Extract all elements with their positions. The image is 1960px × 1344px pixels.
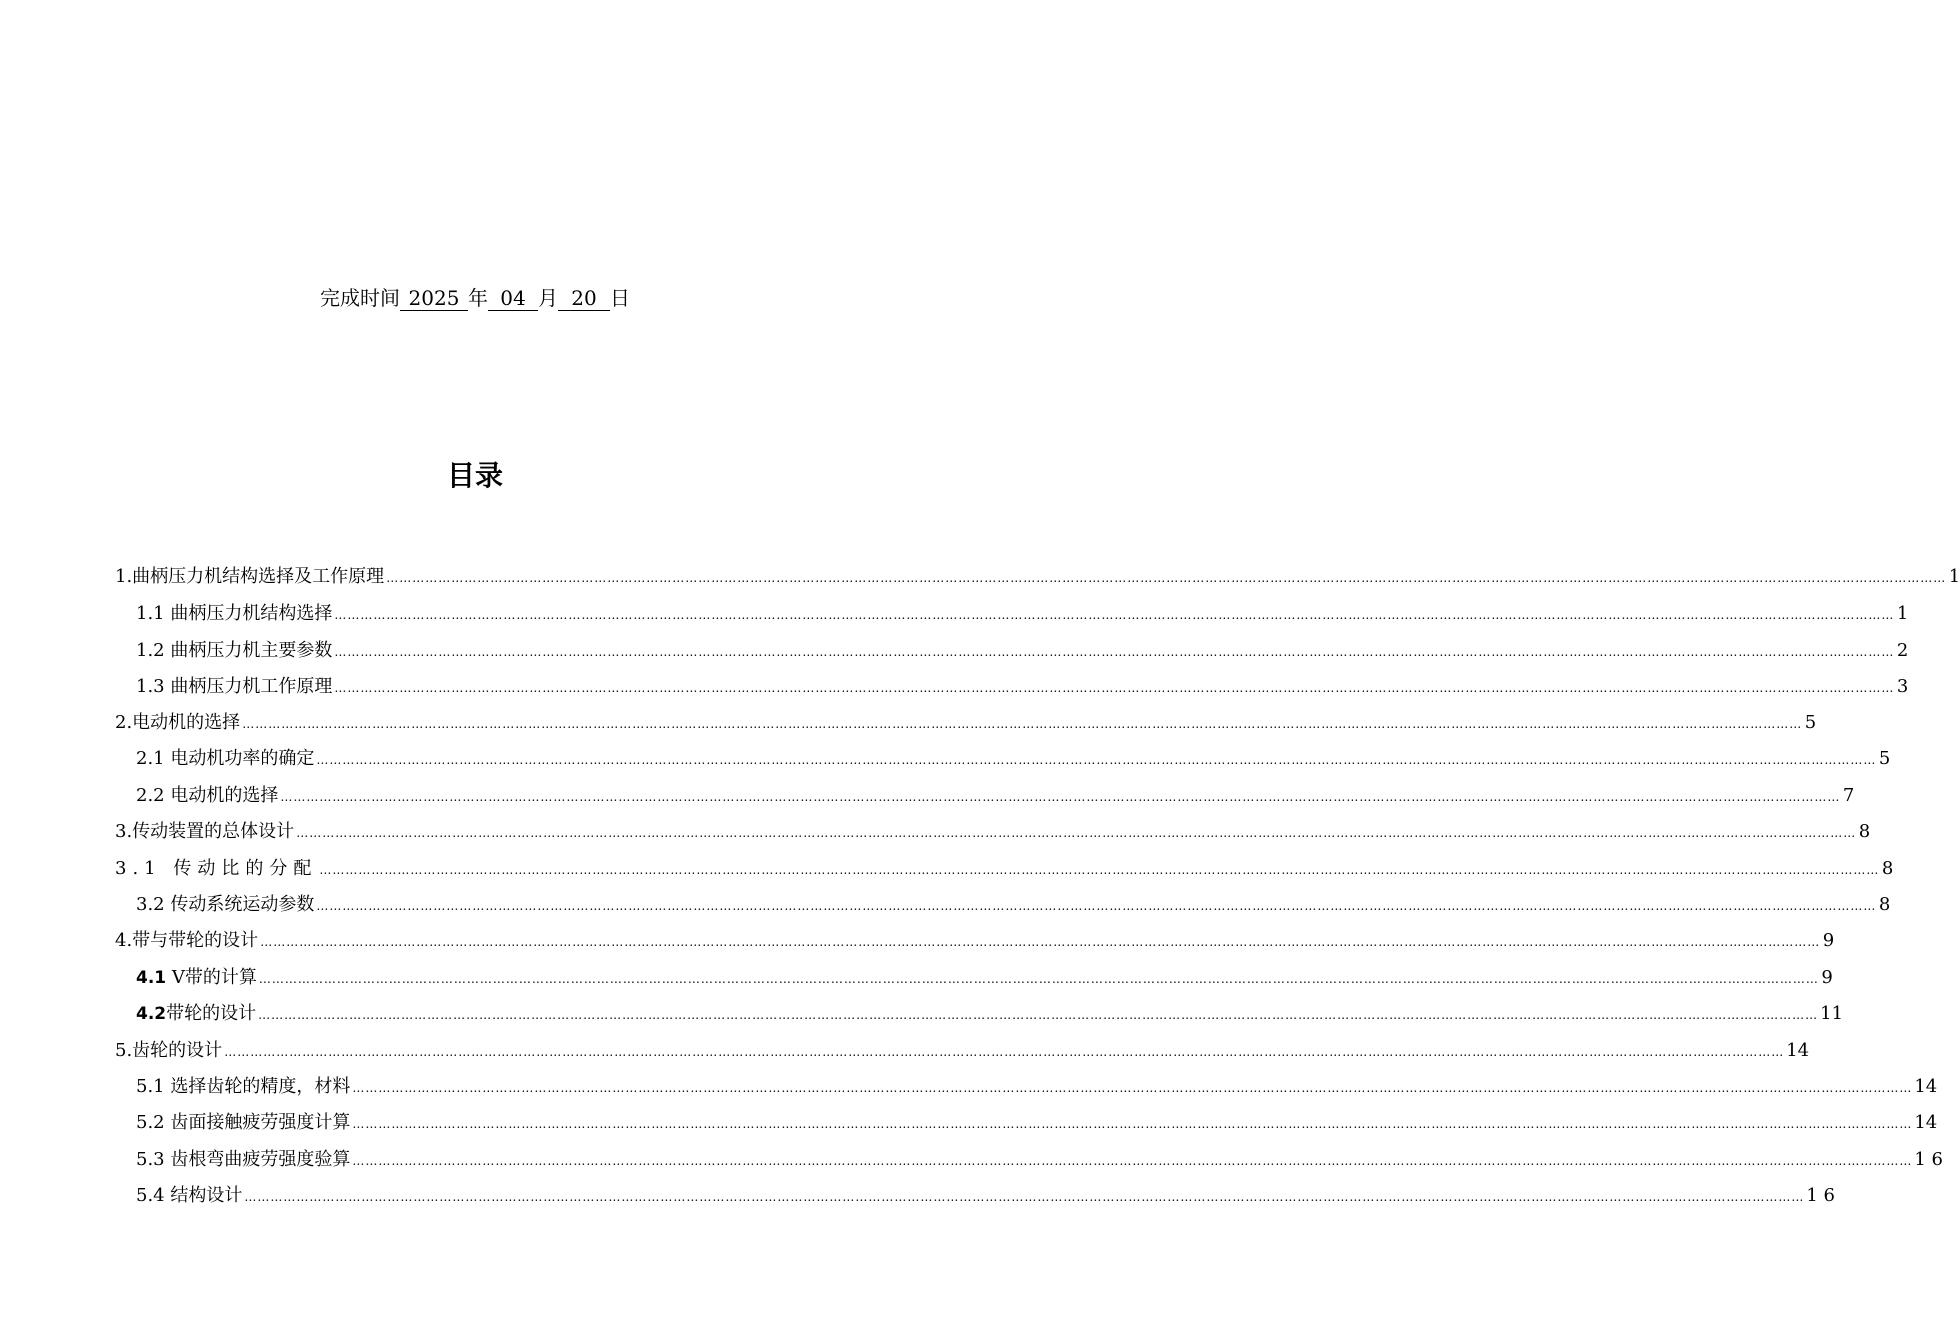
toc-entry-page: 2 <box>1896 640 1909 661</box>
toc-entry-page: 5 <box>1804 712 1817 733</box>
toc-dot-leader: ……………………………………………………………………………………………………………………………………………………………………………………………………………………………………………………………………………………………………………………………… <box>334 681 1895 695</box>
toc-entry-page: 11 <box>1820 1003 1844 1024</box>
toc-entry[interactable] <box>115 854 1894 884</box>
toc-entry[interactable] <box>115 1036 1810 1066</box>
toc-entry-label: 2.电动机的选择 <box>115 712 241 733</box>
toc-entry[interactable] <box>136 599 1909 629</box>
toc-entry-label: 2.1 电动机功率的确定 <box>136 748 315 769</box>
toc-dot-leader: ……………………………………………………………………………………………………………………………………………………………………………………………………………………………………………………………………………………………………………………………… <box>352 1154 1913 1168</box>
toc-dot-leader: ……………………………………………………………………………………………………………………………………………………………………………………………………………………………………………………………………………………………………………………………… <box>260 935 1821 949</box>
toc-entry[interactable] <box>136 781 1855 811</box>
toc-entry-label: 1.曲柄压力机结构选择及工作原理 <box>115 566 385 587</box>
completion-date-line <box>0 282 950 314</box>
toc-entry-label: 3.1 传动比的分配 <box>115 858 318 879</box>
toc-dot-leader: ……………………………………………………………………………………………………………………………………………………………………………………………………………………………………………………………………………………………………………………………… <box>258 1008 1819 1022</box>
toc-dot-leader: ……………………………………………………………………………………………………………………………………………………………………………………………………………………………………………………………………………………………………………………………… <box>352 1117 1913 1131</box>
toc-dot-leader: ……………………………………………………………………………………………………………………………………………………………………………………………………………………………………………………………………………………………………………………………… <box>316 899 1877 913</box>
toc-entry-page: 9 <box>1822 930 1835 951</box>
toc-dot-leader: ……………………………………………………………………………………………………………………………………………………………………………………………………………………………………………………………………………………………………………………………… <box>280 790 1841 804</box>
toc-entry[interactable] <box>136 1108 1938 1138</box>
toc-entry-page: 1 <box>1896 603 1909 624</box>
toc-dot-leader: ……………………………………………………………………………………………………………………………………………………………………………………………………………………………………………………………………………………………………………………………… <box>386 571 1947 585</box>
toc-entry-page: 8 <box>1858 821 1871 842</box>
toc-entry-page: 14 <box>1786 1040 1810 1061</box>
toc-dot-leader: ……………………………………………………………………………………………………………………………………………………………………………………………………………………………………………………………………………………………………………………………… <box>334 645 1895 659</box>
toc-entry-page: 1 6 <box>1914 1149 1943 1170</box>
toc-title: 目录 <box>446 459 503 492</box>
toc-entry-text: 带轮的设计 <box>166 1003 257 1024</box>
completion-year-unit: 年 <box>468 286 488 310</box>
toc-entry-number: 4.1 <box>136 968 167 988</box>
completion-month-unit: 月 <box>538 286 558 310</box>
toc-dot-leader: ……………………………………………………………………………………………………………………………………………………………………………………………………………………………………………………………………………………………………………………………… <box>352 1081 1913 1095</box>
toc-entry[interactable] <box>136 890 1891 920</box>
toc-entry-label: 1.1 曲柄压力机结构选择 <box>136 603 333 624</box>
toc-dot-leader: ……………………………………………………………………………………………………………………………………………………………………………………………………………………………………………………………………………………………………………………………… <box>224 1045 1785 1059</box>
toc-entry-page: 8 <box>1878 894 1891 915</box>
toc-entry-page: 14 <box>1914 1076 1938 1097</box>
completion-day-unit: 日 <box>610 286 630 310</box>
toc-entry[interactable] <box>136 744 1891 774</box>
toc-entry-label: 3.2 传动系统运动参数 <box>136 894 315 915</box>
completion-day: 20 <box>558 286 610 311</box>
toc-dot-leader: ……………………………………………………………………………………………………………………………………………………………………………………………………………………………………………………………………………………………………………………………… <box>258 972 1819 986</box>
toc-entry-page: 5 <box>1878 748 1891 769</box>
toc-entry[interactable] <box>136 1145 1943 1175</box>
toc-entry[interactable] <box>115 708 1817 738</box>
toc-entry-page: 9 <box>1821 967 1833 988</box>
toc-entry-label: 1.2 曲柄压力机主要参数 <box>136 640 333 661</box>
toc-dot-leader: ……………………………………………………………………………………………………………………………………………………………………………………………………………………………………………………………………………………………………………………………… <box>242 717 1803 731</box>
completion-year: 2025 <box>400 286 468 311</box>
toc-entry[interactable] <box>115 926 1835 956</box>
toc-entry-page: 14 <box>1914 1112 1938 1133</box>
toc-dot-leader: ……………………………………………………………………………………………………………………………………………………………………………………………………………………………………………………………………………………………………………………………… <box>316 753 1877 767</box>
toc-entry-page: 8 <box>1881 858 1894 879</box>
toc-entry-label: 5.1 选择齿轮的精度，材料 <box>136 1076 351 1097</box>
toc-entry[interactable] <box>136 963 1833 993</box>
toc-entry-text: V带的计算 <box>166 967 257 988</box>
toc-entry-page: 7 <box>1842 785 1855 806</box>
toc-dot-leader: ……………………………………………………………………………………………………………………………………………………………………………………………………………………………………………………………………………………………………………………………… <box>319 863 1880 877</box>
toc-entry[interactable] <box>136 1072 1938 1102</box>
toc-dot-leader: ……………………………………………………………………………………………………………………………………………………………………………………………………………………………………………………………………………………………………………………………… <box>244 1190 1805 1204</box>
toc-entry[interactable] <box>136 1181 1835 1211</box>
toc-entry-label <box>136 963 257 993</box>
toc-entry-number: 4.2 <box>136 1004 167 1024</box>
toc-entry-label: 5.齿轮的设计 <box>115 1040 223 1061</box>
toc-entry-label: 1.3 曲柄压力机工作原理 <box>136 676 333 697</box>
toc-entry-label <box>136 999 256 1029</box>
toc-entry[interactable] <box>115 562 1960 592</box>
toc-entry[interactable] <box>136 636 1909 666</box>
toc-entry-page: 1 <box>1948 566 1960 587</box>
toc-entry-label: 2.2 电动机的选择 <box>136 785 279 806</box>
toc-entry-label: 5.4 结构设计 <box>136 1185 243 1206</box>
toc-dot-leader: ……………………………………………………………………………………………………………………………………………………………………………………………………………………………………………………………………………………………………………………………… <box>296 826 1857 840</box>
toc-entry[interactable] <box>115 817 1871 847</box>
toc-entry[interactable] <box>136 672 1909 702</box>
toc-entry[interactable] <box>136 999 1844 1029</box>
toc-dot-leader: ……………………………………………………………………………………………………………………………………………………………………………………………………………………………………………………………………………………………………………………………… <box>334 608 1895 622</box>
toc-entry-label: 4.带与带轮的设计 <box>115 930 259 951</box>
completion-prefix: 完成时间 <box>320 286 400 310</box>
toc-entry-label: 3.传动装置的总体设计 <box>115 821 295 842</box>
completion-month: 04 <box>488 286 538 311</box>
toc-entry-label: 5.3 齿根弯曲疲劳强度验算 <box>136 1149 351 1170</box>
toc-entry-page: 3 <box>1896 676 1909 697</box>
toc-entry-page: 1 6 <box>1806 1185 1835 1206</box>
toc-entry-label: 5.2 齿面接触疲劳强度计算 <box>136 1112 351 1133</box>
